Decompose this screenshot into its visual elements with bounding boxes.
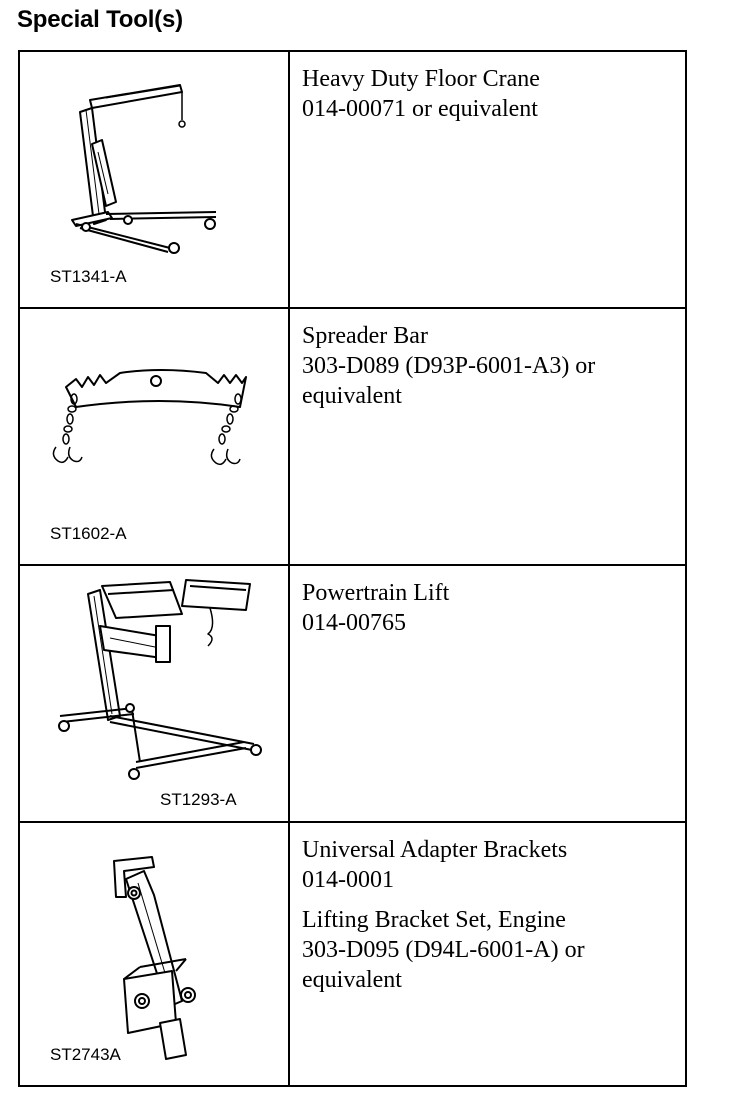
tool-number-continued: equivalent: [302, 967, 402, 993]
tool-figure-cell: [19, 565, 289, 822]
spacer: [302, 895, 685, 905]
tool-description-cell: [289, 51, 686, 308]
tool-description-cell: [289, 565, 686, 822]
tool-name: Powertrain Lift: [302, 580, 450, 606]
figure-code: ST2743A: [50, 1045, 121, 1064]
tool-description-cell: [289, 308, 686, 565]
tool-figure-cell: [19, 308, 289, 565]
tool-name: Lifting Bracket Set, Engine: [302, 907, 566, 933]
tool-row: [19, 822, 686, 1086]
tool-row: [19, 565, 686, 822]
tool-description-cell: [289, 822, 686, 1086]
section-heading: Special Tool(s): [17, 6, 183, 33]
tool-figure-cell: [19, 51, 289, 308]
tool-name: Heavy Duty Floor Crane: [302, 66, 540, 92]
tool-figure-cell: [19, 822, 289, 1086]
figure-code: ST1293-A: [160, 790, 237, 809]
figure-code: ST1341-A: [50, 267, 127, 286]
special-tools-table: [18, 50, 687, 1087]
tool-name: Universal Adapter Brackets: [302, 837, 568, 863]
tool-number: 014-0001: [302, 867, 394, 893]
tool-number: 303-D089 (D93P-6001-A3) or: [302, 353, 596, 379]
powertrain-lift-illustration: [20, 566, 288, 823]
tool-number: 014-00765: [302, 610, 406, 636]
tool-row: [19, 51, 686, 308]
tool-row: [19, 308, 686, 565]
tool-name: Spreader Bar: [302, 323, 428, 349]
tool-number-continued: equivalent: [302, 383, 402, 409]
tool-number: 014-00071 or equivalent: [302, 96, 538, 122]
tool-number: 303-D095 (D94L-6001-A) or: [302, 937, 585, 963]
figure-code: ST1602-A: [50, 524, 127, 543]
